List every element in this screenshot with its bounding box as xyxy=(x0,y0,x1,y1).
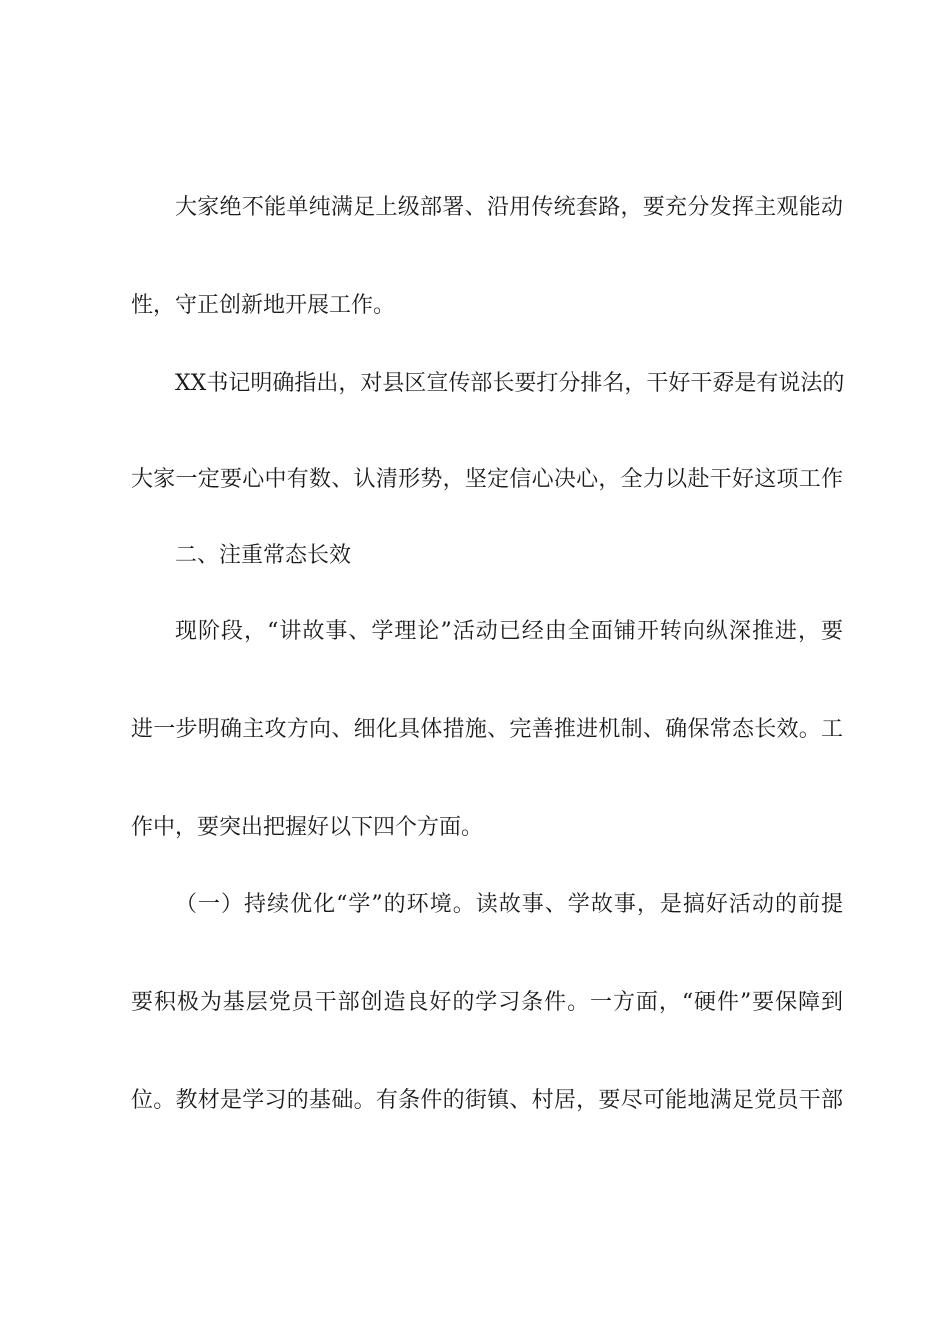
paragraph-line: 大家一定要心中有数、认清形势，坚定信心决心，全力以赴干好这项工作 xyxy=(131,467,843,492)
section-heading: 二、注重常态长效 xyxy=(175,543,352,568)
paragraph-line: 进一步明确主攻方向、细化具体措施、完善推进机制、确保常态长效。工 xyxy=(131,717,843,742)
paragraph-line: （一）持续优化“学”的环境。读故事、学故事，是搞好活动的前提 xyxy=(175,892,843,917)
paragraph-line: 作中，要突出把握好以下四个方面。 xyxy=(131,815,484,840)
paragraph-line: XX书记明确指出，对县区宣传部长要打分排名，干好干孬是有说法的 xyxy=(175,371,845,396)
paragraph-line: 位。教材是学习的基础。有条件的街镇、村居，要尽可能地满足党员干部 xyxy=(131,1088,843,1113)
paragraph-line: 要积极为基层党员干部创造良好的学习条件。一方面，“硬件”要保障到 xyxy=(131,990,843,1015)
paragraph-line: 性，守正创新地开展工作。 xyxy=(131,293,396,318)
paragraph-line: 大家绝不能单纯满足上级部署、沿用传统套路，要充分发挥主观能动 xyxy=(175,195,843,220)
paragraph-line: 现阶段，“讲故事、学理论”活动已经由全面铺开转向纵深推进，要 xyxy=(175,619,843,644)
